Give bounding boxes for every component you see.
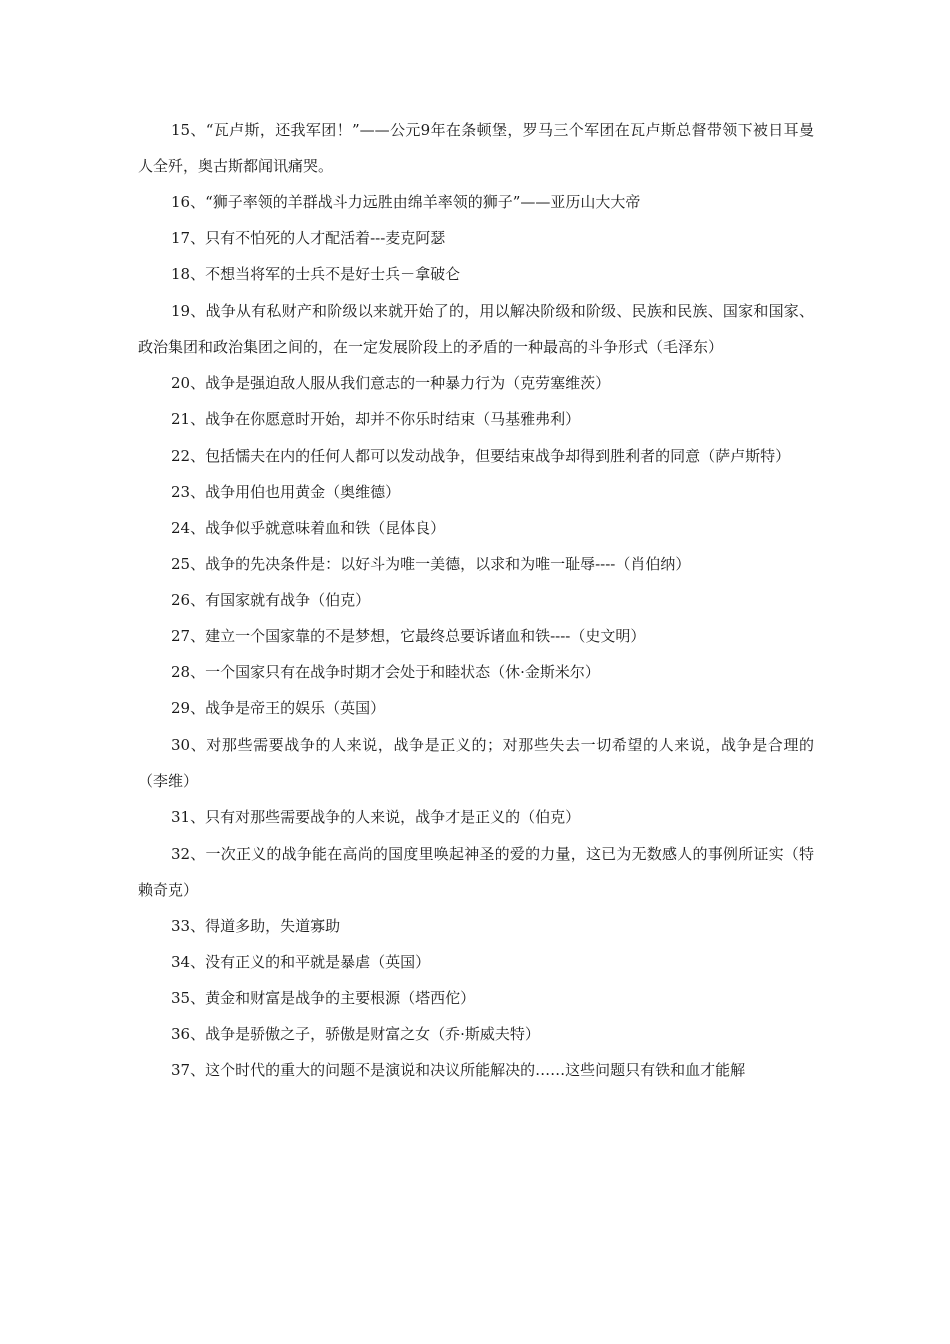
quote-paragraph: 35、黄金和财富是战争的主要根源（塔西佗） <box>171 989 476 1007</box>
quote-list <box>138 121 814 1098</box>
quote-paragraph: 25、战争的先决条件是：以好斗为唯一美德，以求和为唯一耻辱----（肖伯纳） <box>171 555 691 573</box>
quote-paragraph: 37、这个时代的重大的问题不是演说和决议所能解决的……这些问题只有铁和血才能解 <box>171 1061 746 1079</box>
quote-paragraph: 18、不想当将军的士兵不是好士兵－拿破仑 <box>171 265 461 283</box>
quote-paragraph: 32、一次正义的战争能在高尚的国度里唤起神圣的爱的力量，这已为无数感人的事例所证实（特赖奇克） <box>138 845 814 899</box>
quote-paragraph: 26、有国家就有战争（伯克） <box>171 591 371 609</box>
quote-paragraph: 30、对那些需要战争的人来说，战争是正义的；对那些失去一切希望的人来说，战争是合理的（李维） <box>138 736 814 790</box>
quote-paragraph: 17、只有不怕死的人才配活着---麦克阿瑟 <box>171 229 446 247</box>
quote-paragraph: 20、战争是强迫敌人服从我们意志的一种暴力行为（克劳塞维茨） <box>171 374 611 392</box>
quote-paragraph: 29、战争是帝王的娱乐（英国） <box>171 699 386 717</box>
quote-paragraph: 28、一个国家只有在战争时期才会处于和睦状态（休·金斯米尔） <box>171 663 600 681</box>
quote-paragraph: 19、战争从有私财产和阶级以来就开始了的，用以解决阶级和阶级、民族和民族、国家和国家、政治集团和政治集团之间的，在一定发展阶段上的矛盾的一种最高的斗争形式（毛泽东） <box>138 302 814 356</box>
quote-paragraph: 36、战争是骄傲之子，骄傲是财富之女（乔·斯威夫特） <box>171 1025 540 1043</box>
quote-paragraph: 16、“狮子率领的羊群战斗力远胜由绵羊率领的狮子”——亚历山大大帝 <box>171 193 641 211</box>
quote-paragraph: 21、战争在你愿意时开始，却并不你乐时结束（马基雅弗利） <box>171 410 581 428</box>
quote-paragraph: 34、没有正义的和平就是暴虐（英国） <box>171 953 431 971</box>
quote-paragraph: 15、“瓦卢斯，还我军团！”——公元9年在条顿堡，罗马三个军团在瓦卢斯总督带领下被日耳曼人全歼，奥古斯都闻讯痛哭。 <box>138 121 814 175</box>
quote-paragraph: 24、战争似乎就意味着血和铁（昆体良） <box>171 519 446 537</box>
quote-paragraph: 31、只有对那些需要战争的人来说，战争才是正义的（伯克） <box>171 808 581 826</box>
quote-paragraph: 27、建立一个国家靠的不是梦想，它最终总要诉诸血和铁----（史文明） <box>171 627 646 645</box>
quote-paragraph: 22、包括懦夫在内的任何人都可以发动战争，但要结束战争却得到胜利者的同意（萨卢斯特） <box>171 447 791 465</box>
quote-paragraph: 33、得道多助，失道寡助 <box>171 917 341 935</box>
quote-paragraph: 23、战争用伯也用黄金（奥维德） <box>171 483 401 501</box>
